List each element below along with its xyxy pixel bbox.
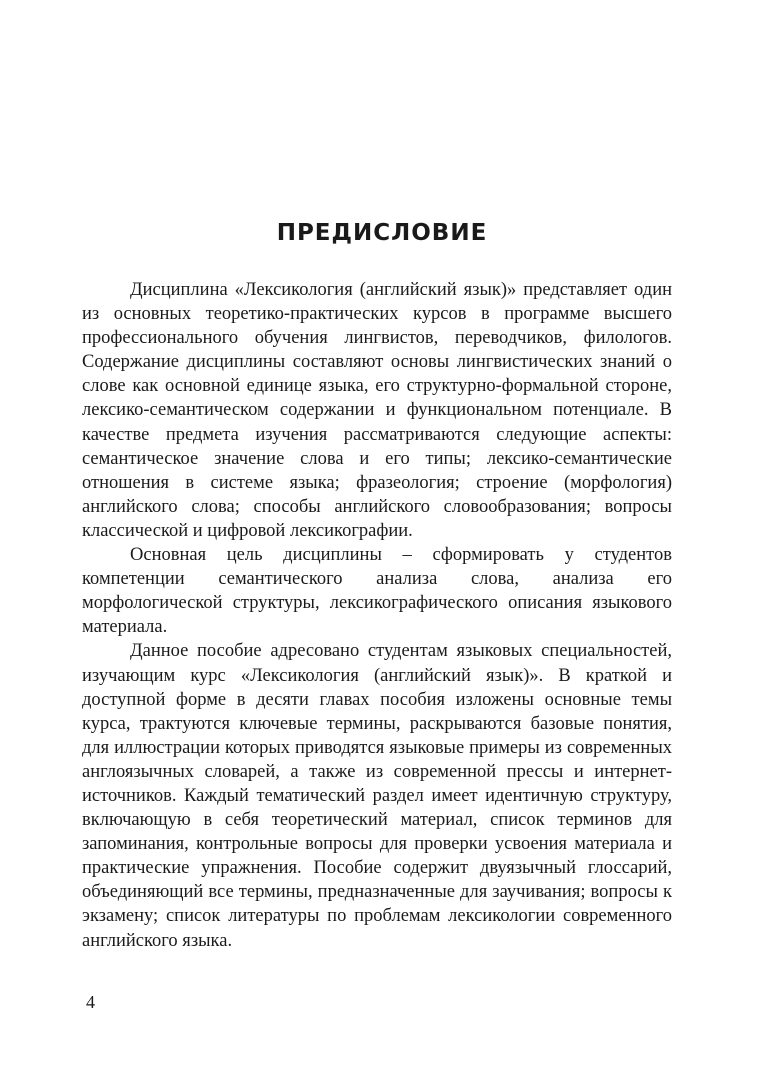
paragraph-1: Дисциплина «Лексикология (английский язык)» представляет один из основных теоретико-практических курсов в программе высшего профессионального обучения лингвистов, переводчиков, филологов. Содержание дисциплины составляют основы лингвистических знаний о слове как основной единице языка, его структурно-формальной стороне, лексико-семантическом содержании и функциональном потенциале. В качестве предмета изучения рассматриваются следующие аспекты: семантическое значение слова и его типы; лексико-семантические отношения в системе языка; фразеология; строение (морфология) английского слова; способы английского словообразования; вопросы классической и цифровой лексикографии. xyxy=(82,280,672,541)
page-number: 4 xyxy=(86,992,95,1012)
paragraph-2: Основная цель дисциплины – сформировать у студентов компетенции семантического анализа слова, анализа его морфологической структуры, лексикографического описания языкового материала. xyxy=(82,545,672,638)
page-title: ПРЕДИСЛОВИЕ xyxy=(276,220,488,246)
body-text xyxy=(82,278,672,953)
paragraph-3: Данное пособие адресовано студентам языковых специальностей, изучающим курс «Лексикология (английский язык)». В краткой и доступной форме в десяти главах пособия изложены основные темы курса, трактуются ключевые термины, раскрываются базовые понятия, для иллюстрации которых приводятся языковые примеры из современных англоязычных словарей, а также из современной прессы и интернет-источников. Каждый тематический раздел имеет идентичную структуру, включающую в себя теоретический материал, список терминов для запоминания, контрольные вопросы для проверки усвоения материала и практические упражнения. Пособие содержит двуязычный глоссарий, объединяющий все термины, предназначенные для заучивания; вопросы к экзамену; список литературы по проблемам лексикологии современного английского языка. xyxy=(82,641,672,951)
